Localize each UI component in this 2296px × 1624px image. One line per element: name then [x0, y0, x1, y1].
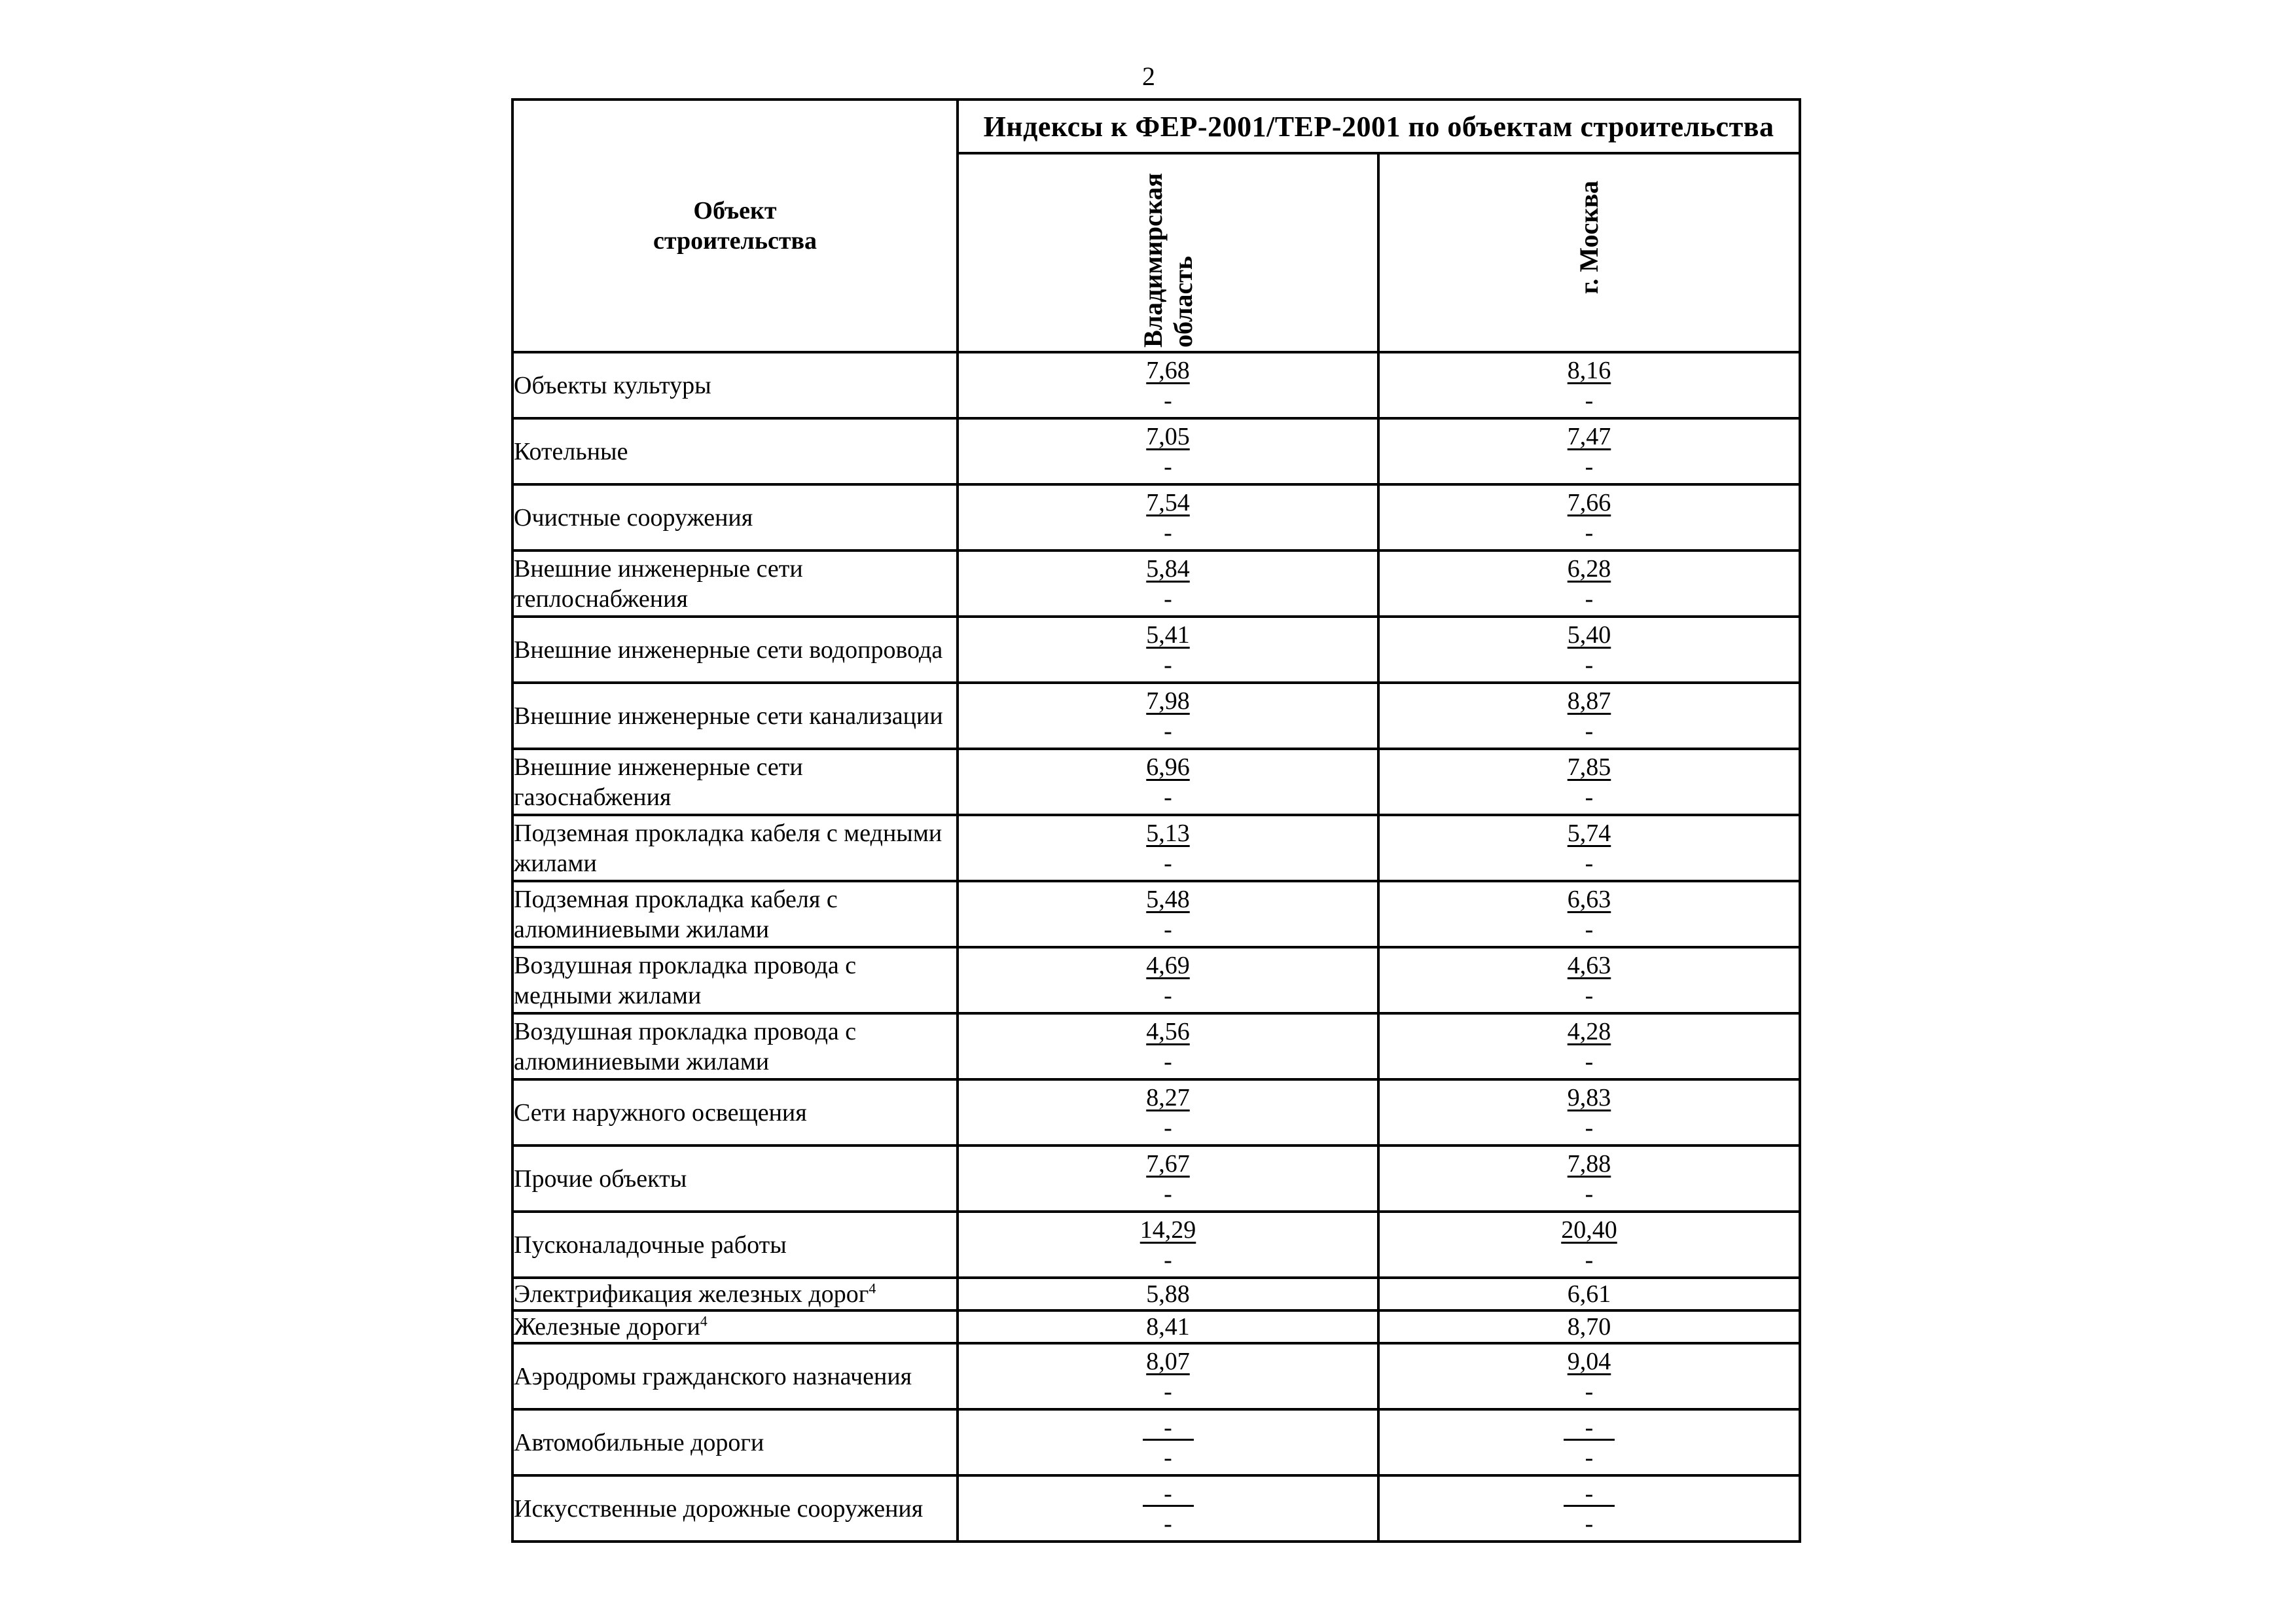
row-object-name [512, 881, 958, 947]
index-value-bottom: - [1164, 1377, 1172, 1405]
table-row [512, 1212, 1800, 1278]
row-object-label: Внешние инженерные сети канализации [514, 702, 943, 730]
cell-moscow [1378, 1079, 1800, 1146]
index-value-bottom: - [1164, 1509, 1172, 1538]
row-object-name [512, 1212, 958, 1278]
index-value-top: 7,98 [1146, 687, 1190, 715]
cell-moscow [1378, 1475, 1800, 1542]
row-object-name [512, 1310, 958, 1343]
table-row [512, 1079, 1800, 1146]
row-object-label: Подземная прокладка кабеля с алюминиевыми жилами [514, 885, 838, 943]
index-value: 5,88 [1146, 1280, 1190, 1308]
index-value-top: 5,41 [1146, 621, 1190, 649]
index-value-top: 4,56 [1146, 1017, 1190, 1045]
row-object-name [512, 418, 958, 484]
row-object-label: Автомобильные дороги [514, 1428, 764, 1456]
row-object-label: Воздушная прокладка провода с алюминиевыми жилами [514, 1017, 857, 1075]
index-value: 6,61 [1567, 1280, 1611, 1308]
row-object-label: Воздушная прокладка провода с медными жилами [514, 951, 857, 1009]
row-object-name [512, 1409, 958, 1475]
index-value-top: 8,27 [1146, 1083, 1190, 1111]
index-value-bottom: - [1164, 1443, 1172, 1471]
index-value-top: 4,28 [1567, 1017, 1611, 1045]
table-body [512, 352, 1800, 1542]
index-value-bottom: - [1164, 849, 1172, 877]
construction-index-table [511, 98, 1801, 1543]
cell-region [958, 1212, 1378, 1278]
cell-moscow [1378, 683, 1800, 749]
index-value-top: 7,05 [1146, 422, 1190, 450]
index-value-top: 6,28 [1567, 554, 1611, 583]
index-value-top: 9,04 [1567, 1347, 1611, 1375]
index-value-top: - [1564, 1416, 1615, 1441]
cell-moscow [1378, 484, 1800, 550]
index-value-top: 4,69 [1146, 951, 1190, 979]
index-value-top: - [1143, 1483, 1194, 1507]
cell-region [958, 683, 1378, 749]
cell-region [958, 352, 1378, 418]
index-value-top: 8,16 [1567, 356, 1611, 384]
table-row [512, 1343, 1800, 1409]
index-value-bottom: - [1585, 1047, 1594, 1075]
row-object-name [512, 815, 958, 881]
cell-region [958, 1146, 1378, 1212]
row-object-name [512, 484, 958, 550]
cell-moscow [1378, 550, 1800, 617]
index-value-top: - [1564, 1483, 1615, 1507]
table-row [512, 418, 1800, 484]
index-value-bottom: - [1585, 783, 1594, 811]
index-value-top: 7,67 [1146, 1149, 1190, 1178]
index-value-top: 7,68 [1146, 356, 1190, 384]
header-object-column [512, 99, 958, 352]
index-value-bottom: - [1585, 518, 1594, 547]
table-row [512, 1409, 1800, 1475]
cell-region [958, 1475, 1378, 1542]
row-object-name [512, 1146, 958, 1212]
cell-region [958, 550, 1378, 617]
index-value-bottom: - [1164, 981, 1172, 1009]
header-group-title: Индексы к ФЕР-2001/ТЕР-2001 по объектам строительства [958, 99, 1800, 153]
index-value-top: 6,96 [1146, 753, 1190, 781]
index-value: 8,41 [1146, 1313, 1190, 1341]
index-value-bottom: - [1164, 717, 1172, 745]
cell-moscow [1378, 1409, 1800, 1475]
index-value-top: 9,83 [1567, 1083, 1611, 1111]
cell-region [958, 1079, 1378, 1146]
cell-region [958, 617, 1378, 683]
index-value-bottom: - [1585, 1113, 1594, 1142]
cell-region [958, 484, 1378, 550]
index-value-top: 7,85 [1567, 753, 1611, 781]
row-object-label: Котельные [514, 437, 628, 465]
table-row [512, 352, 1800, 418]
cell-moscow [1378, 1310, 1800, 1343]
index-value-top: 7,47 [1567, 422, 1611, 450]
table-row [512, 1475, 1800, 1542]
cell-region [958, 881, 1378, 947]
table-row [512, 1013, 1800, 1079]
index-value-top: 7,88 [1567, 1149, 1611, 1178]
index-value-top: 5,84 [1146, 554, 1190, 583]
cell-region [958, 947, 1378, 1013]
table-row [512, 683, 1800, 749]
row-object-name [512, 617, 958, 683]
index-value-bottom: - [1164, 386, 1172, 414]
row-object-name [512, 352, 958, 418]
page-number: 2 [1142, 62, 1155, 91]
index-value-bottom: - [1164, 915, 1172, 943]
index-value: 8,70 [1567, 1313, 1611, 1341]
index-value-top: 7,66 [1567, 488, 1611, 516]
cell-region [958, 1278, 1378, 1310]
cell-region [958, 1409, 1378, 1475]
index-value-top: 5,40 [1567, 621, 1611, 649]
index-value-bottom: - [1164, 1246, 1172, 1274]
row-object-label: Внешние инженерные сети теплоснабжения [514, 554, 803, 613]
index-value-top: 5,48 [1146, 885, 1190, 913]
index-value-top: 7,54 [1146, 488, 1190, 516]
index-value-bottom: - [1164, 1180, 1172, 1208]
index-value-top: 20,40 [1561, 1216, 1617, 1244]
row-object-label: Аэродромы гражданского назначения [514, 1362, 912, 1390]
index-value-bottom: - [1585, 1377, 1594, 1405]
index-value-bottom: - [1164, 651, 1172, 679]
cell-moscow [1378, 352, 1800, 418]
row-object-label: Железные дороги [514, 1313, 700, 1341]
header-region-column [958, 153, 1378, 352]
cell-region [958, 1343, 1378, 1409]
index-value-bottom: - [1164, 452, 1172, 480]
row-object-name [512, 1079, 958, 1146]
index-value-bottom: - [1164, 518, 1172, 547]
index-value-bottom: - [1585, 981, 1594, 1009]
table-row [512, 815, 1800, 881]
row-object-label: Очистные сооружения [514, 503, 753, 532]
header-moscow-column [1378, 153, 1800, 352]
row-object-label: Объекты культуры [514, 371, 711, 399]
row-object-label: Внешние инженерные сети водопровода [514, 636, 943, 664]
cell-moscow [1378, 1013, 1800, 1079]
index-value-bottom: - [1164, 1047, 1172, 1075]
row-object-name [512, 683, 958, 749]
table-row [512, 1310, 1800, 1343]
cell-moscow [1378, 947, 1800, 1013]
row-object-name [512, 1013, 958, 1079]
cell-region [958, 815, 1378, 881]
table-row [512, 1278, 1800, 1310]
index-value-top: 6,63 [1567, 885, 1611, 913]
cell-moscow [1378, 617, 1800, 683]
row-object-name [512, 1343, 958, 1409]
cell-moscow [1378, 1146, 1800, 1212]
header-object-label: Объект строительства [653, 197, 817, 255]
index-value-bottom: - [1585, 651, 1594, 679]
table-row [512, 749, 1800, 815]
index-value-bottom: - [1585, 1509, 1594, 1538]
footnote-marker: 4 [700, 1312, 708, 1329]
row-object-label: Пусконаладочные работы [514, 1231, 787, 1259]
row-object-label: Внешние инженерные сети газоснабжения [514, 753, 803, 811]
index-value-bottom: - [1585, 1180, 1594, 1208]
cell-region [958, 1013, 1378, 1079]
index-value-top: 8,87 [1567, 687, 1611, 715]
cell-moscow [1378, 1343, 1800, 1409]
row-object-name [512, 1475, 958, 1542]
cell-moscow [1378, 1212, 1800, 1278]
row-object-label: Искусственные дорожные сооружения [514, 1494, 924, 1523]
cell-moscow [1378, 1278, 1800, 1310]
row-object-label: Сети наружного освещения [514, 1098, 807, 1127]
cell-moscow [1378, 881, 1800, 947]
table-row [512, 1146, 1800, 1212]
row-object-label: Подземная прокладка кабеля с медными жилами [514, 819, 942, 877]
table-row [512, 617, 1800, 683]
row-object-name [512, 1278, 958, 1310]
header-moscow-label: г. Москва [1574, 181, 1604, 295]
index-value-bottom: - [1164, 585, 1172, 613]
cell-region [958, 1310, 1378, 1343]
index-value-top: 5,74 [1567, 819, 1611, 847]
index-value-bottom: - [1585, 1443, 1594, 1471]
index-value-top: 5,13 [1146, 819, 1190, 847]
index-value-top: 8,07 [1146, 1347, 1190, 1375]
row-object-label: Электрификация железных дорог [514, 1280, 869, 1308]
index-value-bottom: - [1164, 1113, 1172, 1142]
row-object-name [512, 947, 958, 1013]
row-object-name [512, 749, 958, 815]
index-value-bottom: - [1585, 849, 1594, 877]
index-value-bottom: - [1585, 1246, 1594, 1274]
index-value-bottom: - [1585, 585, 1594, 613]
index-value-top: - [1143, 1416, 1194, 1441]
header-region-label: Владимирская область [1138, 173, 1198, 348]
footnote-marker: 4 [869, 1280, 876, 1297]
index-value-top: 4,63 [1567, 951, 1611, 979]
cell-moscow [1378, 418, 1800, 484]
cell-moscow [1378, 815, 1800, 881]
cell-region [958, 749, 1378, 815]
cell-region [958, 418, 1378, 484]
index-value-bottom: - [1585, 386, 1594, 414]
index-value-bottom: - [1585, 915, 1594, 943]
row-object-label: Прочие объекты [514, 1164, 687, 1193]
table-row [512, 484, 1800, 550]
index-value-bottom: - [1585, 717, 1594, 745]
table-row [512, 550, 1800, 617]
table-row [512, 881, 1800, 947]
index-value-bottom: - [1164, 783, 1172, 811]
table-row [512, 947, 1800, 1013]
index-value-top: 14,29 [1139, 1216, 1196, 1244]
index-value-bottom: - [1585, 452, 1594, 480]
cell-moscow [1378, 749, 1800, 815]
row-object-name [512, 550, 958, 617]
